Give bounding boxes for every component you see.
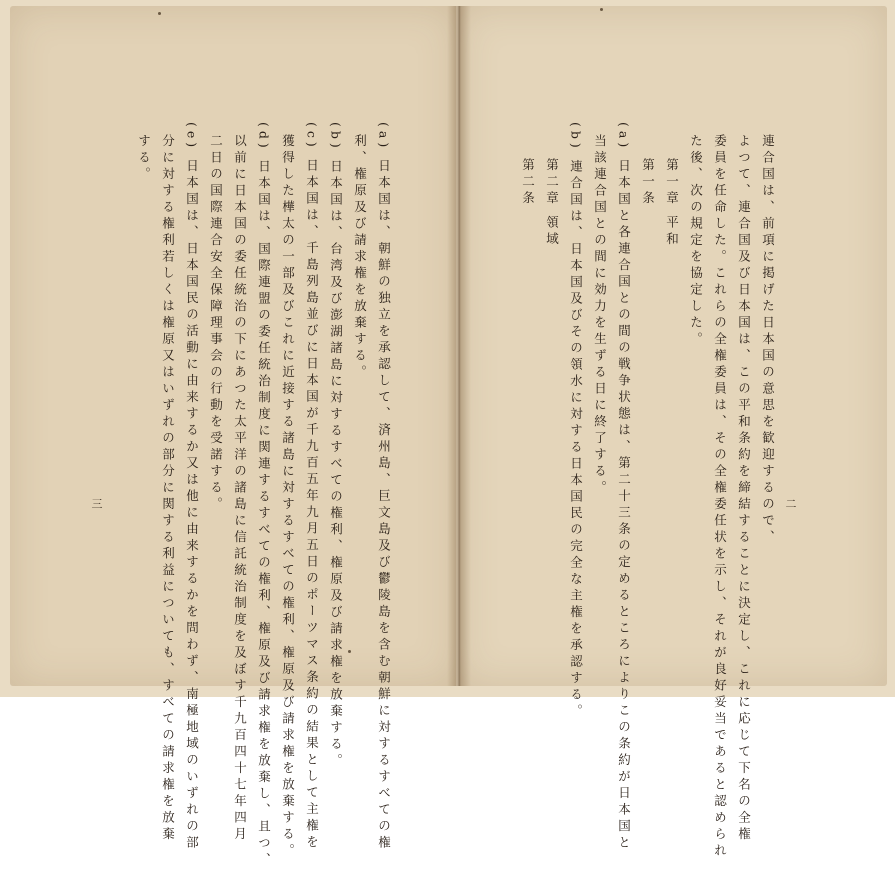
- right-page: [459, 6, 887, 686]
- text-column: (c) 日本国は、千島列島並びに日本国が千九百五年九月五日のポーツマス条約の結果として主権を: [304, 122, 320, 852]
- text-column: 二日の国際連合安全保障理事会の行動を受諾する。: [208, 134, 224, 514]
- text-column: (e) 日本国は、日本国民の活動に由来するか又は他に由来するかを問わず、南極地域のいずれの部: [184, 122, 200, 853]
- text-column: 当該連合国との間に効力を生ずる日に終了する。: [592, 134, 608, 497]
- text-column: た後、次の規定を協定した。: [688, 134, 704, 349]
- chapter-heading: 第一章 平和: [664, 158, 680, 249]
- text-column: (b) 連合国は、日本国及びその領水に対する日本国民の完全な主権を承認する。: [568, 122, 584, 721]
- article-heading: 第二条: [520, 158, 536, 208]
- text-column: する。: [136, 134, 152, 184]
- paper-speck: [600, 8, 603, 11]
- text-column: (d) 日本国は、国際連盟の委任統治制度に関連するすべての権利、権原及び請求権を放棄し、且つ、: [256, 122, 272, 869]
- chapter-heading: 第二章 領域: [544, 158, 560, 249]
- text-column: 利、権原及び請求権を放棄する。: [352, 134, 368, 382]
- paper-speck: [348, 650, 351, 653]
- paper-speck: [158, 12, 161, 15]
- text-column: 獲得した樺太の一部及びこれに近接する諸島に対するすべての権利、権原及び請求権を放棄する。: [280, 134, 296, 860]
- text-column: 分に対する権利若しくは権原又はいずれの部分に関する利益についても、すべての請求権を放棄: [160, 134, 176, 844]
- page-number-left: 三: [90, 498, 103, 509]
- text-column: (a) 日本国は、朝鮮の独立を承認して、済州島、巨文島及び鬱陵島を含む朝鮮に対するすべての権: [376, 122, 392, 853]
- article-heading: 第一条: [640, 158, 656, 208]
- text-column: (b) 日本国は、台湾及び澎湖諸島に対するすべての権利、権原及び請求権を放棄する。: [328, 122, 344, 771]
- text-column: 委員を任命した。これらの全権委員は、その全権委任状を示し、それが良好妥当であると認められ: [712, 134, 728, 860]
- text-column: (a) 日本国と各連合国との間の戦争状態は、第二十三条の定めるところによりこの条約が日本国と: [616, 122, 632, 853]
- book-gutter: [447, 6, 471, 686]
- text-column: 連合国は、前項に掲げた日本国の意思を歓迎するので、: [760, 134, 776, 547]
- text-column: よつて、連合国及び日本国は、この平和条約を締結することに決定し、これに応じて下名の全権: [736, 134, 752, 844]
- page-number-right: 二: [784, 498, 797, 509]
- text-column: 以前に日本国の委任統治の下にあつた太平洋の諸島に信託統治制度を及ぼす千九百四十七年四月: [232, 134, 248, 844]
